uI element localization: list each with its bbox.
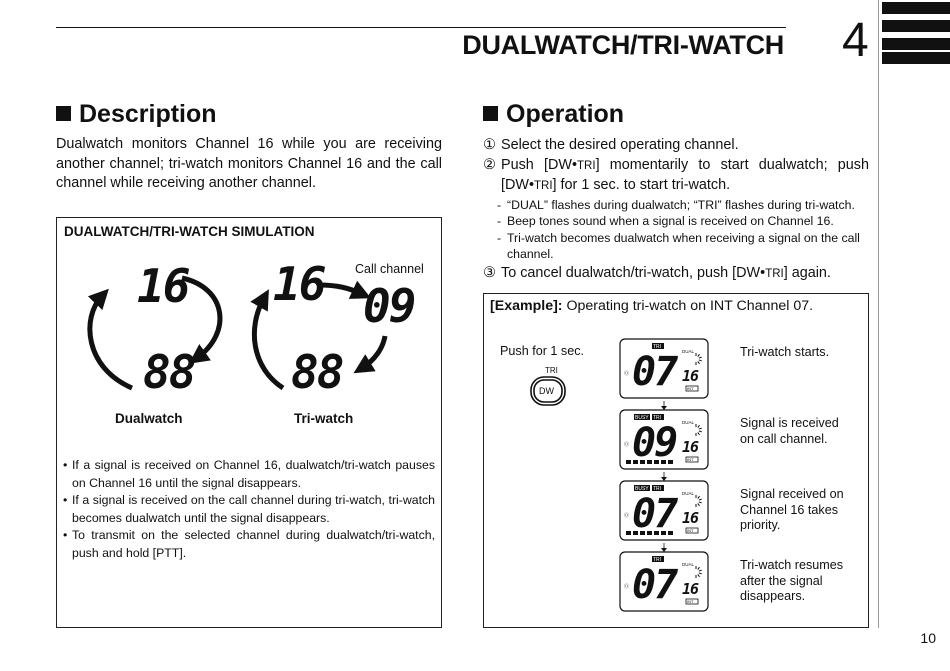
tri-label: TRI bbox=[653, 344, 662, 350]
step-number: ③ bbox=[483, 264, 496, 281]
tri-arrow-to-call bbox=[319, 285, 362, 294]
chapter-tab-bar bbox=[882, 52, 950, 64]
dual-channel-16: 16 bbox=[137, 259, 189, 313]
tri-channel-09: 09 bbox=[363, 279, 415, 333]
tri-label: TRI bbox=[653, 415, 662, 421]
sequence-arrowhead bbox=[661, 406, 667, 410]
dual-channel-88: 88 bbox=[143, 345, 195, 399]
key-name: TRI bbox=[534, 180, 553, 192]
signal-segment bbox=[626, 460, 631, 464]
operation-steps bbox=[483, 136, 869, 284]
lcd-main-channel: 09 bbox=[632, 420, 677, 466]
example-panel bbox=[483, 293, 869, 628]
step-number: ② bbox=[483, 156, 496, 173]
dual-label: DUAL bbox=[682, 420, 695, 425]
simulation-panel bbox=[56, 217, 442, 628]
tri-channel-16: 16 bbox=[273, 257, 325, 311]
description-text: Dualwatch monitors Channel 16 while you are receiving another channel; tri-watch monitors Channel 16 and the call channel while receiving another channel. bbox=[56, 136, 442, 191]
page-title: DUALWATCH/TRI-WATCH bbox=[462, 30, 784, 60]
lcd-side-icon: ⓪ bbox=[624, 371, 630, 377]
chapter-number: 4 bbox=[842, 14, 869, 67]
dual-arrow-left bbox=[90, 296, 132, 388]
header-rule bbox=[56, 27, 786, 28]
simulation-title: DUALWATCH/TRI-WATCH SIMULATION bbox=[64, 224, 315, 239]
note-item: - Beep tones sound when a signal is received on Channel 16. bbox=[497, 214, 834, 228]
square-bullet-icon bbox=[56, 106, 71, 121]
lcd-main-channel: 07 bbox=[632, 349, 677, 395]
step-3 bbox=[483, 264, 869, 285]
list-item: • If a signal is received on Channel 16, dualwatch/tri-watch pauses on Channel 16 until the signal disappears. bbox=[63, 457, 435, 492]
lcd-small-channel: 16 bbox=[682, 438, 699, 456]
tri-channel-88: 88 bbox=[291, 345, 343, 399]
chapter-tab-bar bbox=[882, 2, 950, 14]
tri-arrow-to-88 bbox=[362, 336, 385, 368]
operation-heading: Operation bbox=[483, 100, 624, 129]
watch-simulation-diagram bbox=[57, 218, 441, 448]
key-label: DW bbox=[539, 386, 554, 396]
key-top-label: TRI bbox=[545, 366, 558, 375]
step-text: ] again. bbox=[783, 264, 831, 281]
screen-2-caption: Signal is received on call channel. bbox=[740, 416, 839, 446]
tri-arrow-to-16 bbox=[254, 298, 283, 388]
lcd-side-icon: ⓪ bbox=[624, 513, 630, 519]
push-instruction: Push for 1 sec. bbox=[500, 344, 584, 358]
step-text: Push [DW• bbox=[501, 156, 578, 173]
chapter-tab-bar bbox=[882, 20, 950, 32]
right-margin-rule bbox=[878, 0, 879, 628]
busy-label: BUSY bbox=[635, 486, 649, 492]
dualwatch-label: Dualwatch bbox=[115, 411, 183, 426]
lcd-side-icon: ⓪ bbox=[624, 584, 630, 590]
lcd-small-channel: 16 bbox=[682, 509, 699, 527]
signal-segment bbox=[626, 531, 631, 535]
chapter-tab-bar bbox=[882, 38, 950, 50]
dual-label: DUAL bbox=[682, 349, 695, 354]
simulation-notes bbox=[63, 457, 435, 562]
step-1 bbox=[483, 136, 869, 156]
example-heading: [Example]: Operating tri-watch on INT Channel 07. bbox=[490, 298, 814, 314]
lcd-side-icon: ⓪ bbox=[624, 442, 630, 448]
dual-label: DUAL bbox=[682, 562, 695, 567]
list-item: • If a signal is received on the call channel during tri-watch, tri-watch becomes dualwatch until the signal disappears. bbox=[63, 492, 435, 527]
list-item: • To transmit on the selected channel during dualwatch/tri-watch, push and hold [PTT]. bbox=[63, 527, 435, 562]
int-label: INT bbox=[687, 599, 694, 604]
triwatch-label: Tri-watch bbox=[294, 411, 354, 426]
int-label: INT bbox=[687, 457, 694, 462]
square-bullet-icon bbox=[483, 106, 498, 121]
lcd-small-channel: 16 bbox=[682, 367, 699, 385]
step-text: To cancel dualwatch/tri-watch, push [DW• bbox=[501, 264, 766, 281]
screen-4-caption: Tri-watch resumes after the signal disappears. bbox=[740, 558, 844, 603]
lcd-main-channel: 07 bbox=[632, 491, 677, 537]
lcd-main-channel: 07 bbox=[632, 562, 677, 608]
description-heading: Description bbox=[56, 100, 217, 129]
screen-1-caption: Tri-watch starts. bbox=[740, 345, 830, 359]
step-text: ] for 1 sec. to start tri-watch. bbox=[552, 177, 731, 193]
step-number: ① bbox=[483, 137, 496, 153]
step-text: Select the desired operating channel. bbox=[501, 137, 739, 153]
note-item: - Tri-watch becomes dualwatch when receiving a signal on the call channel. bbox=[497, 230, 860, 261]
step-2 bbox=[483, 156, 869, 197]
page-number: 10 bbox=[920, 630, 936, 646]
dual-label: DUAL bbox=[682, 491, 695, 496]
int-label: INT bbox=[687, 386, 694, 391]
screen-3-caption: Signal received on Channel 16 takes priority. bbox=[740, 487, 844, 532]
key-name: TRI bbox=[577, 159, 596, 172]
int-label: INT bbox=[687, 528, 694, 533]
note-item: - “DUAL” flashes during dualwatch; “TRI” flashes during tri-watch. bbox=[497, 197, 855, 212]
busy-label: BUSY bbox=[635, 415, 649, 421]
tri-label: TRI bbox=[653, 486, 662, 492]
dw-tri-key[interactable] bbox=[524, 364, 584, 414]
step-text: ] momentarily to start dualwatch; push [DW• bbox=[501, 156, 869, 193]
lcd-sequence bbox=[610, 294, 750, 624]
call-channel-label: Call channel bbox=[355, 262, 424, 276]
tri-label: TRI bbox=[653, 557, 662, 563]
lcd-small-channel: 16 bbox=[682, 580, 699, 598]
key-name: TRI bbox=[765, 267, 784, 280]
